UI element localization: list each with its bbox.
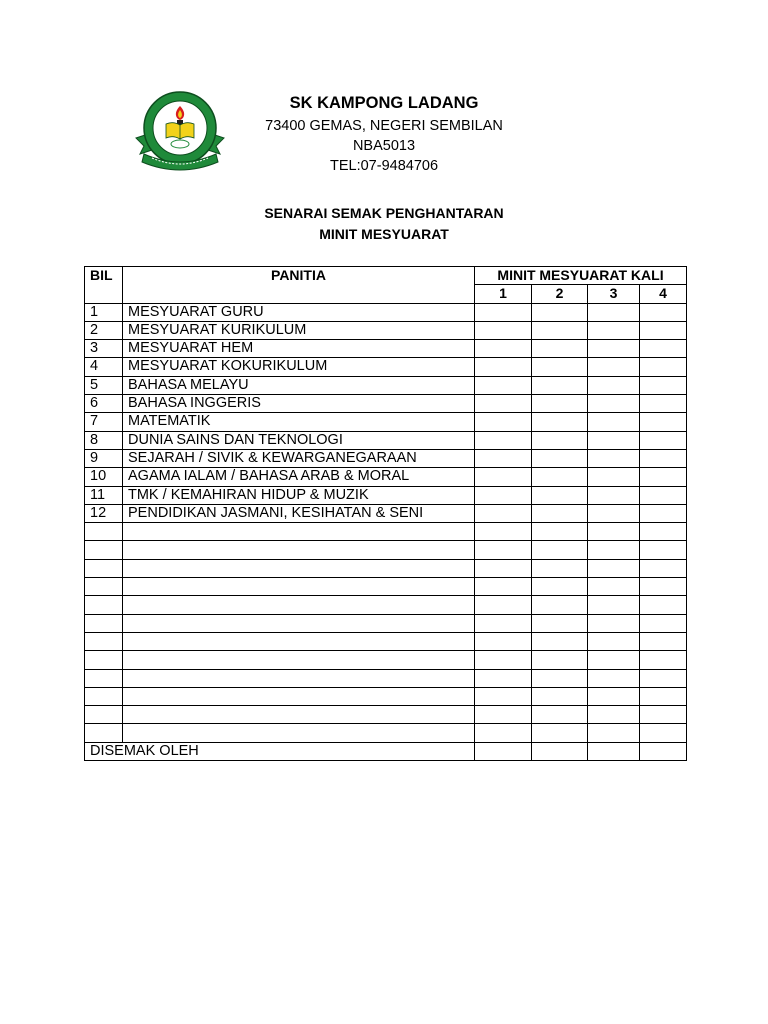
blank-check-cell-kali-1[interactable]: [475, 651, 532, 669]
blank-panitia-cell[interactable]: [123, 614, 475, 632]
row-panitia: MESYUARAT HEM: [123, 340, 475, 358]
blank-bil-cell[interactable]: [85, 523, 123, 541]
blank-bil-cell[interactable]: [85, 651, 123, 669]
check-cell-kali-1[interactable]: [475, 413, 532, 431]
column-header-bil: BIL: [85, 267, 123, 304]
blank-panitia-cell[interactable]: [123, 541, 475, 559]
blank-bil-cell[interactable]: [85, 706, 123, 724]
row-bil: 1: [85, 303, 123, 321]
row-panitia: MESYUARAT GURU: [123, 303, 475, 321]
blank-bil-cell[interactable]: [85, 541, 123, 559]
table-row: [85, 376, 687, 394]
signoff-cell-kali-1[interactable]: [475, 742, 532, 760]
row-bil: 8: [85, 431, 123, 449]
row-bil: 10: [85, 468, 123, 486]
blank-bil-cell[interactable]: [85, 614, 123, 632]
check-cell-kali-1[interactable]: [475, 504, 532, 522]
signoff-row: [85, 742, 687, 760]
blank-panitia-cell[interactable]: [123, 596, 475, 614]
row-panitia: MATEMATIK: [123, 413, 475, 431]
check-cell-kali-1[interactable]: [475, 340, 532, 358]
check-cell-kali-2[interactable]: [532, 413, 588, 431]
check-cell-kali-4[interactable]: [640, 376, 687, 394]
check-cell-kali-3[interactable]: [588, 413, 640, 431]
blank-check-cell-kali-4[interactable]: [640, 651, 687, 669]
check-cell-kali-2[interactable]: [532, 395, 588, 413]
blank-check-cell-kali-4[interactable]: [640, 559, 687, 577]
row-panitia: AGAMA IALAM / BAHASA ARAB & MORAL: [123, 468, 475, 486]
blank-panitia-cell[interactable]: [123, 578, 475, 596]
check-cell-kali-3[interactable]: [588, 340, 640, 358]
check-cell-kali-2[interactable]: [532, 321, 588, 339]
blank-row: [85, 578, 687, 596]
column-header-minit: MINIT MESYUARAT KALI: [475, 267, 687, 285]
blank-bil-cell[interactable]: [85, 669, 123, 687]
document-title-line-2: MINIT MESYUARAT: [319, 226, 449, 242]
check-cell-kali-4[interactable]: [640, 486, 687, 504]
check-cell-kali-2[interactable]: [532, 468, 588, 486]
row-bil: 5: [85, 376, 123, 394]
blank-check-cell-kali-3[interactable]: [588, 632, 640, 650]
check-cell-kali-1[interactable]: [475, 303, 532, 321]
check-cell-kali-4[interactable]: [640, 303, 687, 321]
check-cell-kali-3[interactable]: [588, 449, 640, 467]
blank-check-cell-kali-3[interactable]: [588, 596, 640, 614]
row-bil: 4: [85, 358, 123, 376]
table-row: [85, 413, 687, 431]
blank-panitia-cell[interactable]: [123, 523, 475, 541]
check-cell-kali-2[interactable]: [532, 376, 588, 394]
check-cell-kali-2[interactable]: [532, 486, 588, 504]
blank-check-cell-kali-2[interactable]: [532, 559, 588, 577]
row-bil: 12: [85, 504, 123, 522]
blank-check-cell-kali-2[interactable]: [532, 541, 588, 559]
checklist-table: [84, 266, 687, 761]
blank-check-cell-kali-2[interactable]: [532, 523, 588, 541]
table-row: [85, 340, 687, 358]
school-header: [234, 92, 534, 176]
check-cell-kali-1[interactable]: [475, 358, 532, 376]
check-cell-kali-3[interactable]: [588, 376, 640, 394]
signoff-cell-kali-2[interactable]: [532, 742, 588, 760]
blank-row: [85, 687, 687, 705]
check-cell-kali-1[interactable]: [475, 395, 532, 413]
blank-check-cell-kali-2[interactable]: [532, 632, 588, 650]
blank-row: [85, 596, 687, 614]
blank-check-cell-kali-4[interactable]: [640, 706, 687, 724]
check-cell-kali-3[interactable]: [588, 358, 640, 376]
row-panitia: MESYUARAT KOKURIKULUM: [123, 358, 475, 376]
row-panitia: BAHASA INGGERIS: [123, 395, 475, 413]
document-title-line-1: SENARAI SEMAK PENGHANTARAN: [264, 205, 504, 221]
blank-check-cell-kali-4[interactable]: [640, 669, 687, 687]
blank-check-cell-kali-3[interactable]: [588, 651, 640, 669]
blank-check-cell-kali-1[interactable]: [475, 687, 532, 705]
row-panitia: MESYUARAT KURIKULUM: [123, 321, 475, 339]
blank-check-cell-kali-3[interactable]: [588, 541, 640, 559]
blank-check-cell-kali-4[interactable]: [640, 724, 687, 742]
table-row: [85, 395, 687, 413]
blank-check-cell-kali-2[interactable]: [532, 706, 588, 724]
check-cell-kali-2[interactable]: [532, 431, 588, 449]
blank-check-cell-kali-1[interactable]: [475, 706, 532, 724]
row-bil: 7: [85, 413, 123, 431]
table-row: [85, 486, 687, 504]
table-row: [85, 431, 687, 449]
column-header-kali-3: 3: [588, 285, 640, 303]
blank-row: [85, 669, 687, 687]
row-panitia: BAHASA MELAYU: [123, 376, 475, 394]
blank-check-cell-kali-3[interactable]: [588, 669, 640, 687]
table-row: [85, 504, 687, 522]
signoff-label: DISEMAK OLEH: [85, 742, 475, 760]
row-panitia: TMK / KEMAHIRAN HIDUP & MUZIK: [123, 486, 475, 504]
column-header-panitia: PANITIA: [123, 267, 475, 304]
row-bil: 6: [85, 395, 123, 413]
row-bil: 2: [85, 321, 123, 339]
table-row: [85, 468, 687, 486]
check-cell-kali-2[interactable]: [532, 340, 588, 358]
row-panitia: DUNIA SAINS DAN TEKNOLOGI: [123, 431, 475, 449]
blank-panitia-cell[interactable]: [123, 651, 475, 669]
blank-row: [85, 541, 687, 559]
blank-check-cell-kali-4[interactable]: [640, 687, 687, 705]
table-row: [85, 303, 687, 321]
blank-check-cell-kali-4[interactable]: [640, 596, 687, 614]
row-bil: 3: [85, 340, 123, 358]
check-cell-kali-4[interactable]: [640, 321, 687, 339]
blank-check-cell-kali-4[interactable]: [640, 614, 687, 632]
check-cell-kali-3[interactable]: [588, 468, 640, 486]
blank-check-cell-kali-1[interactable]: [475, 669, 532, 687]
checklist-body: [85, 303, 687, 760]
blank-check-cell-kali-2[interactable]: [532, 614, 588, 632]
check-cell-kali-3[interactable]: [588, 486, 640, 504]
table-row: [85, 321, 687, 339]
check-cell-kali-4[interactable]: [640, 449, 687, 467]
school-phone: TEL:07-9484706: [329, 158, 439, 174]
check-cell-kali-1[interactable]: [475, 431, 532, 449]
blank-bil-cell[interactable]: [85, 632, 123, 650]
table-row: [85, 449, 687, 467]
blank-check-cell-kali-3[interactable]: [588, 724, 640, 742]
check-cell-kali-1[interactable]: [475, 321, 532, 339]
school-name: SK KAMPONG LADANG: [289, 94, 479, 112]
blank-row: [85, 614, 687, 632]
blank-check-cell-kali-4[interactable]: [640, 541, 687, 559]
blank-check-cell-kali-3[interactable]: [588, 706, 640, 724]
blank-bil-cell[interactable]: [85, 559, 123, 577]
check-cell-kali-3[interactable]: [588, 321, 640, 339]
column-header-kali-2: 2: [532, 285, 588, 303]
column-header-kali-1: 1: [475, 285, 532, 303]
blank-check-cell-kali-1[interactable]: [475, 578, 532, 596]
blank-bil-cell[interactable]: [85, 724, 123, 742]
blank-bil-cell[interactable]: [85, 578, 123, 596]
blank-check-cell-kali-4[interactable]: [640, 523, 687, 541]
blank-row: [85, 523, 687, 541]
blank-row: [85, 632, 687, 650]
check-cell-kali-3[interactable]: [588, 504, 640, 522]
blank-check-cell-kali-3[interactable]: [588, 614, 640, 632]
blank-panitia-cell[interactable]: [123, 724, 475, 742]
blank-check-cell-kali-3[interactable]: [588, 523, 640, 541]
check-cell-kali-1[interactable]: [475, 449, 532, 467]
check-cell-kali-2[interactable]: [532, 504, 588, 522]
blank-check-cell-kali-2[interactable]: [532, 669, 588, 687]
check-cell-kali-4[interactable]: [640, 340, 687, 358]
blank-panitia-cell[interactable]: [123, 706, 475, 724]
signoff-cell-kali-3[interactable]: [588, 742, 640, 760]
school-address: 73400 GEMAS, NEGERI SEMBILAN: [265, 118, 503, 134]
blank-check-cell-kali-1[interactable]: [475, 632, 532, 650]
check-cell-kali-1[interactable]: [475, 468, 532, 486]
blank-check-cell-kali-3[interactable]: [588, 578, 640, 596]
blank-panitia-cell[interactable]: [123, 687, 475, 705]
signoff-cell-kali-4[interactable]: [640, 742, 687, 760]
table-row: [85, 358, 687, 376]
row-panitia: PENDIDIKAN JASMANI, KESIHATAN & SENI: [123, 504, 475, 522]
check-cell-kali-4[interactable]: [640, 395, 687, 413]
blank-check-cell-kali-2[interactable]: [532, 687, 588, 705]
blank-row: [85, 651, 687, 669]
blank-check-cell-kali-4[interactable]: [640, 632, 687, 650]
blank-check-cell-kali-1[interactable]: [475, 724, 532, 742]
blank-row: [85, 724, 687, 742]
check-cell-kali-4[interactable]: [640, 413, 687, 431]
check-cell-kali-4[interactable]: [640, 358, 687, 376]
blank-check-cell-kali-1[interactable]: [475, 596, 532, 614]
blank-check-cell-kali-1[interactable]: [475, 614, 532, 632]
check-cell-kali-3[interactable]: [588, 395, 640, 413]
check-cell-kali-3[interactable]: [588, 431, 640, 449]
column-header-kali-4: 4: [640, 285, 687, 303]
blank-bil-cell[interactable]: [85, 596, 123, 614]
check-cell-kali-4[interactable]: [640, 504, 687, 522]
blank-check-cell-kali-2[interactable]: [532, 724, 588, 742]
blank-panitia-cell[interactable]: [123, 632, 475, 650]
blank-check-cell-kali-1[interactable]: [475, 523, 532, 541]
check-cell-kali-3[interactable]: [588, 303, 640, 321]
blank-row: [85, 706, 687, 724]
blank-panitia-cell[interactable]: [123, 559, 475, 577]
check-cell-kali-4[interactable]: [640, 431, 687, 449]
school-code: NBA5013: [352, 138, 416, 154]
blank-row: [85, 559, 687, 577]
school-crest-logo: [130, 88, 230, 174]
blank-check-cell-kali-2[interactable]: [532, 578, 588, 596]
row-bil: 9: [85, 449, 123, 467]
blank-check-cell-kali-1[interactable]: [475, 541, 532, 559]
blank-check-cell-kali-1[interactable]: [475, 559, 532, 577]
check-cell-kali-1[interactable]: [475, 486, 532, 504]
blank-check-cell-kali-3[interactable]: [588, 559, 640, 577]
check-cell-kali-1[interactable]: [475, 376, 532, 394]
blank-bil-cell[interactable]: [85, 687, 123, 705]
check-cell-kali-2[interactable]: [532, 358, 588, 376]
blank-check-cell-kali-3[interactable]: [588, 687, 640, 705]
row-panitia: SEJARAH / SIVIK & KEWARGANEGARAAN: [123, 449, 475, 467]
blank-panitia-cell[interactable]: [123, 669, 475, 687]
check-cell-kali-2[interactable]: [532, 303, 588, 321]
blank-check-cell-kali-2[interactable]: [532, 596, 588, 614]
blank-check-cell-kali-2[interactable]: [532, 651, 588, 669]
check-cell-kali-2[interactable]: [532, 449, 588, 467]
row-bil: 11: [85, 486, 123, 504]
document-title: [84, 203, 684, 245]
blank-check-cell-kali-4[interactable]: [640, 578, 687, 596]
check-cell-kali-4[interactable]: [640, 468, 687, 486]
